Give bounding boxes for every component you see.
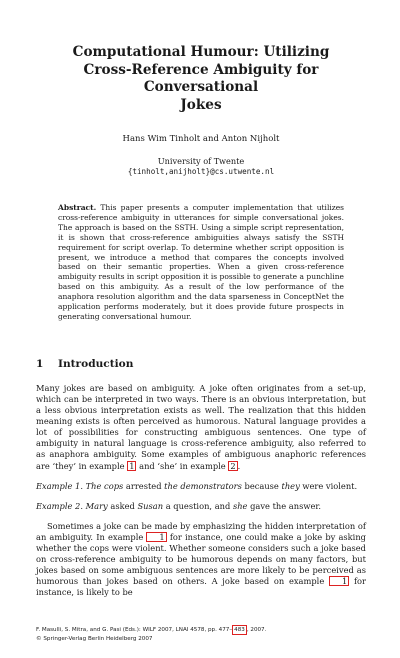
intro-p2-text: for instance, is likely to be: [36, 576, 367, 598]
intro-p2-text: for instance, one could make a joke by asking whether the cops were violent. Whether someone considers such a joke based on cross-reference ambiguity to be humorous depends on many factors, but jokes based on some ambiguous sentences are more likely to be perceived as humorous than jokes based on others. A joke based on example: [36, 531, 366, 587]
example-2-link[interactable]: 2: [230, 460, 236, 471]
example-1-text: were violent.: [302, 480, 358, 491]
paper-title: [36, 44, 366, 114]
example-2-text: asked: [110, 500, 135, 511]
abstract-label: Abstract.: [58, 203, 97, 212]
example-1: [36, 481, 366, 492]
example-1-text: they: [281, 480, 300, 491]
paper-page: [0, 44, 400, 658]
example-2: [36, 501, 366, 512]
example-1-link[interactable]: 1: [329, 576, 349, 586]
affiliation: University of Twente: [157, 156, 245, 166]
intro-p1-end: .: [237, 460, 241, 471]
intro-paragraph-1: [36, 383, 366, 472]
section-title: Introduction: [58, 357, 134, 370]
intro-paragraph-2: [36, 521, 366, 599]
example-1-text: because: [244, 480, 279, 491]
page-footer: [36, 625, 366, 643]
abstract: [58, 203, 344, 322]
abstract-text: This paper presents a computer implementation that utilizes cross-reference ambiguity in utterances for simple conversational jokes. The approach is based on the SSTH. Using a simple script representation, it is shown that cross-reference ambiguities always satisfy the SSTH requirement for script overlap. To determine whether script opposition is present, we introduce a method that compares the concepts involved based on their semantic properties. When a given cross-reference ambiguity results in script opposition it is possible to generate a punchline based on this ambiguity. As a result of the low performance of the anaphora resolution algorithm and the data sparseness in ConceptNet the application performs moderately, but it does provide future prospects in generating conversational humour.: [58, 203, 344, 321]
example-1-text: arrested: [125, 480, 162, 491]
example-1-text: the demonstrators: [164, 480, 242, 491]
example-1-link[interactable]: 1: [129, 460, 135, 471]
title-line-2: Cross-Reference Ambiguity for Conversational: [83, 61, 319, 95]
page-link[interactable]: 483: [234, 627, 245, 633]
title-line-3: Jokes: [180, 96, 222, 113]
authors: Hans Wim Tinholt and Anton Nijholt: [122, 134, 280, 144]
example-2-text: she: [232, 500, 248, 511]
intro-p1-mid: and ‘she’ in example: [139, 460, 226, 471]
example-2-text: Susan: [137, 500, 164, 511]
title-line-1: Computational Humour: Utilizing: [72, 44, 330, 60]
example-1-label: Example 1.: [36, 480, 83, 491]
example-2-text: Mary: [85, 500, 108, 511]
section-heading: [36, 358, 366, 371]
example-2-text: a question, and: [165, 500, 231, 511]
example-1-text: The cops: [85, 480, 124, 491]
section-number: 1: [36, 357, 44, 370]
intro-p1-text: Many jokes are based on ambiguity. A joke often originates from a set-up, which can be interpreted in two ways. There is an obvious interpretation, but a less obvious interpretation exists as well. The realization that this hidden meaning exists is often perceived as humorous. Natural language provides a lot of possibilities for constructing ambiguous sentences. One type of ambiguity in natural language is cross-reference ambiguity, also referred to as anaphora ambiguity. Some examples of ambiguous anaphoric references are ‘they’ in example: [36, 382, 366, 471]
author-email: {tinholt,anijholt}@cs.utwente.nl: [127, 166, 275, 176]
copyright: © Springer-Verlag Berlin Heidelberg 2007: [36, 636, 153, 642]
example-1-link[interactable]: 1: [146, 532, 166, 542]
citation-text: F. Masulli, S. Mitra, and G. Pasi (Eds.): WILF 2007, LNAI 4578, pp. 477–: [36, 627, 233, 633]
citation-text: , 2007.: [246, 627, 267, 633]
intro-p2-text: Sometimes a joke can be made by emphasizing the hidden interpretation of an ambiguity. In example: [36, 520, 366, 542]
citation: [36, 625, 366, 635]
example-2-text: gave the answer.: [250, 500, 322, 511]
example-2-label: Example 2.: [36, 500, 83, 511]
